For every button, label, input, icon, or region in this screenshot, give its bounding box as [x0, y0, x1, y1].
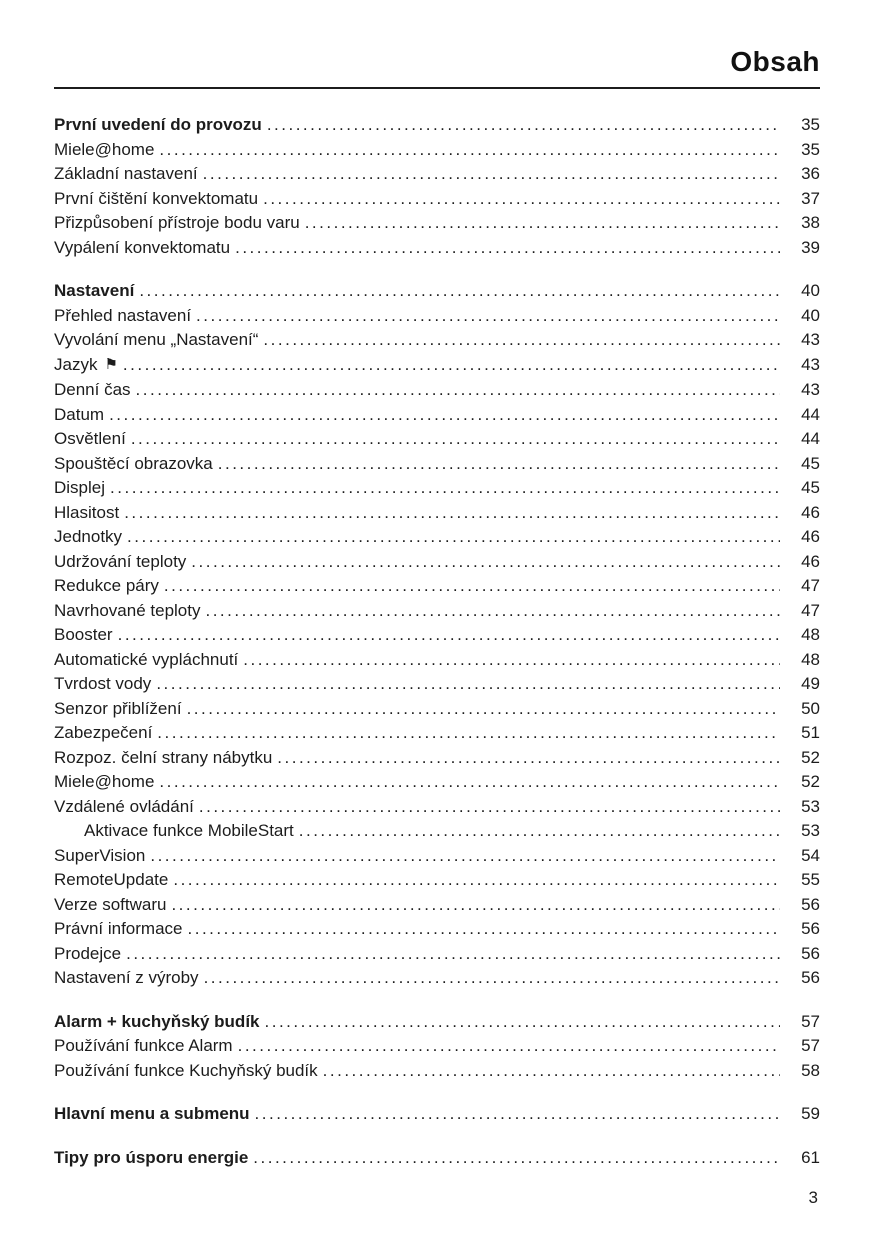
toc-entry	[54, 550, 820, 575]
toc-section	[54, 1146, 820, 1171]
toc-entry	[54, 427, 820, 452]
toc-entry-page: 56	[801, 968, 820, 987]
toc-entry	[54, 672, 820, 697]
toc-entry-label: Jednotky	[54, 527, 123, 546]
toc-entry	[54, 138, 820, 163]
toc-entry	[54, 574, 820, 599]
toc-entry-page: 56	[801, 894, 820, 914]
toc-entry	[54, 236, 820, 261]
toc-entry-label: Hlavní menu a submenu	[54, 1104, 250, 1123]
toc-entry-label: Redukce páry	[54, 576, 159, 595]
toc-section	[54, 113, 820, 260]
toc-leader-dots	[203, 162, 780, 187]
toc-entry	[54, 1102, 820, 1127]
toc-section	[54, 1102, 820, 1127]
toc-leader-dots	[265, 1010, 781, 1035]
toc-entry-label: První uvedení do provozu	[54, 115, 262, 134]
toc-entry-page: 46	[801, 551, 820, 571]
toc-leader-dots	[110, 476, 780, 501]
toc-entry-label: Displej	[54, 478, 106, 497]
toc-leader-dots	[164, 574, 780, 599]
toc-section	[54, 279, 820, 991]
toc-entry-page: 40	[801, 281, 820, 300]
toc-leader-dots	[118, 623, 780, 648]
toc-leader-dots	[323, 1059, 780, 1084]
toc-entry-label: Tipy pro úsporu energie	[54, 1147, 249, 1167]
toc-entry-label: Denní čas	[54, 380, 131, 399]
toc-entry-page: 39	[801, 237, 820, 257]
toc-entry-label: Prodejce	[54, 943, 122, 963]
toc-leader-dots	[123, 353, 780, 378]
toc-entry-label: Přehled nastavení	[54, 305, 192, 325]
toc-entry-label: Osvětlení	[54, 429, 126, 448]
toc-entry-label: Datum	[54, 404, 105, 424]
toc-entry	[54, 599, 820, 624]
toc-entry	[54, 844, 820, 869]
toc-entry-page: 47	[801, 600, 820, 620]
toc-entry	[54, 403, 820, 428]
toc-entry	[54, 1146, 820, 1171]
toc-entry-page: 46	[801, 502, 820, 522]
toc-entry-label: Základní nastavení	[54, 164, 198, 183]
page-header	[54, 46, 820, 78]
toc-leader-dots	[255, 1102, 780, 1127]
toc-entry-label: Senzor přiblížení	[54, 698, 182, 718]
toc-entry-page: 55	[801, 870, 820, 889]
toc-leader-dots	[139, 279, 780, 304]
toc-entry-page: 57	[801, 1011, 820, 1031]
header-rule	[54, 87, 820, 89]
toc-entry-label: RemoteUpdate	[54, 870, 169, 889]
toc-entry-page: 56	[801, 919, 820, 938]
toc-leader-dots	[150, 844, 780, 869]
toc-entry	[54, 211, 820, 236]
toc-leader-dots	[218, 452, 780, 477]
page-title: Obsah	[730, 46, 820, 77]
toc-entry-page: 45	[801, 478, 820, 497]
footer-page-number: 3	[808, 1188, 818, 1207]
toc-entry-label: Hlasitost	[54, 502, 120, 522]
toc-entry-label: Rozpoz. čelní strany nábytku	[54, 747, 273, 767]
toc-entry-page: 56	[801, 943, 820, 963]
toc-leader-dots	[305, 211, 780, 236]
toc-entry	[54, 279, 820, 304]
toc-entry-label: Alarm + kuchyňský budík	[54, 1011, 260, 1031]
toc-entry-label: Přizpůsobení přístroje bodu varu	[54, 213, 300, 232]
toc-entry	[54, 648, 820, 673]
toc-entry	[54, 1034, 820, 1059]
toc-entry-page: 48	[801, 649, 820, 669]
toc-entry-page: 51	[801, 723, 820, 742]
toc-entry	[54, 770, 820, 795]
toc-entry-page: 43	[801, 354, 820, 374]
toc-leader-dots	[196, 304, 780, 329]
toc-entry-page: 46	[801, 527, 820, 546]
toc-entry-page: 35	[801, 139, 820, 159]
toc-leader-dots	[131, 427, 780, 452]
toc-entry-label: Miele@home	[54, 772, 155, 791]
toc-entry-page: 50	[801, 698, 820, 718]
toc	[54, 113, 820, 1170]
toc-entry	[54, 746, 820, 771]
toc-entry-page: 54	[801, 845, 820, 865]
toc-leader-dots	[159, 770, 780, 795]
toc-entry-label: Jazyk	[54, 354, 98, 374]
toc-entry-page: 44	[801, 404, 820, 424]
toc-entry-label: Vzdálené ovládání	[54, 796, 194, 816]
toc-entry-label: Používání funkce Kuchyňský budík	[54, 1060, 318, 1080]
toc-leader-dots	[205, 599, 780, 624]
toc-entry-label: Automatické vypláchnutí	[54, 649, 239, 669]
toc-entry-page: 61	[801, 1147, 820, 1167]
toc-entry-page: 52	[801, 772, 820, 791]
toc-entry-label: Používání funkce Alarm	[54, 1036, 233, 1055]
toc-leader-dots	[126, 942, 780, 967]
toc-entry-label: Vypálení konvektomatu	[54, 237, 231, 257]
toc-entry	[54, 1059, 820, 1084]
toc-leader-dots	[109, 403, 780, 428]
toc-entry-page: 58	[801, 1060, 820, 1080]
toc-leader-dots	[199, 795, 780, 820]
toc-entry-page: 40	[801, 305, 820, 325]
toc-entry-label: Právní informace	[54, 919, 183, 938]
toc-entry-label: Navrhované teploty	[54, 600, 201, 620]
toc-entry	[54, 378, 820, 403]
toc-section	[54, 1010, 820, 1084]
toc-entry	[54, 819, 820, 844]
toc-entry-label: Vyvolání menu „Nastavení“	[54, 330, 259, 349]
toc-leader-dots	[157, 721, 780, 746]
toc-entry-page: 43	[801, 380, 820, 399]
toc-entry	[54, 304, 820, 329]
toc-entry	[54, 353, 820, 379]
toc-leader-dots	[235, 236, 780, 261]
toc-entry-page: 49	[801, 674, 820, 693]
toc-entry-page: 57	[801, 1036, 820, 1055]
toc-leader-dots	[238, 1034, 780, 1059]
toc-leader-dots	[136, 378, 780, 403]
toc-leader-dots	[243, 648, 780, 673]
toc-entry	[54, 1010, 820, 1035]
toc-entry	[54, 162, 820, 187]
toc-entry-page: 37	[801, 188, 820, 208]
toc-entry-label: Nastavení z výroby	[54, 968, 199, 987]
toc-entry-page: 52	[801, 747, 820, 767]
toc-entry-page: 36	[801, 164, 820, 183]
flag-icon: ⚑	[104, 355, 118, 373]
toc-leader-dots	[299, 819, 780, 844]
toc-entry	[54, 697, 820, 722]
toc-entry	[54, 476, 820, 501]
toc-entry-page: 53	[801, 821, 820, 840]
toc-entry	[54, 452, 820, 477]
toc-entry	[54, 328, 820, 353]
toc-entry	[54, 868, 820, 893]
toc-leader-dots	[253, 1146, 780, 1171]
toc-entry	[54, 942, 820, 967]
toc-leader-dots	[267, 113, 780, 138]
toc-entry-label: Booster	[54, 625, 113, 644]
toc-entry-label: Udržování teploty	[54, 551, 187, 571]
toc-leader-dots	[171, 893, 780, 918]
toc-leader-dots	[159, 138, 780, 163]
toc-leader-dots	[204, 966, 780, 991]
toc-entry-label: Verze softwaru	[54, 894, 167, 914]
toc-entry	[54, 187, 820, 212]
toc-entry-page: 44	[801, 429, 820, 448]
toc-entry-label: Nastavení	[54, 281, 135, 300]
toc-entry-label: Aktivace funkce MobileStart	[84, 821, 294, 840]
toc-entry-page: 48	[801, 625, 820, 644]
toc-entry-label: Miele@home	[54, 139, 155, 159]
toc-leader-dots	[277, 746, 780, 771]
toc-entry	[54, 966, 820, 991]
toc-entry-page: 53	[801, 796, 820, 816]
toc-leader-dots	[187, 697, 780, 722]
toc-leader-dots	[263, 328, 780, 353]
toc-leader-dots	[127, 525, 780, 550]
toc-entry	[54, 795, 820, 820]
toc-leader-dots	[263, 187, 780, 212]
toc-entry	[54, 721, 820, 746]
toc-entry	[54, 623, 820, 648]
toc-entry-page: 47	[801, 576, 820, 595]
toc-entry-label: SuperVision	[54, 845, 146, 865]
toc-leader-dots	[173, 868, 780, 893]
toc-leader-dots	[191, 550, 780, 575]
toc-leader-dots	[124, 501, 780, 526]
toc-entry	[54, 113, 820, 138]
toc-entry-label: Spouštěcí obrazovka	[54, 453, 213, 473]
toc-entry-label: Zabezpečení	[54, 723, 153, 742]
toc-leader-dots	[188, 917, 781, 942]
toc-entry-page: 59	[801, 1104, 820, 1123]
toc-entry-page: 35	[801, 115, 820, 134]
toc-entry-label: Tvrdost vody	[54, 674, 152, 693]
toc-entry	[54, 893, 820, 918]
toc-entry	[54, 917, 820, 942]
toc-leader-dots	[156, 672, 780, 697]
toc-entry	[54, 525, 820, 550]
toc-entry	[54, 501, 820, 526]
toc-entry-label: První čištění konvektomatu	[54, 188, 259, 208]
toc-entry-page: 43	[801, 330, 820, 349]
toc-entry-page: 45	[801, 453, 820, 473]
toc-entry-page: 38	[801, 213, 820, 232]
